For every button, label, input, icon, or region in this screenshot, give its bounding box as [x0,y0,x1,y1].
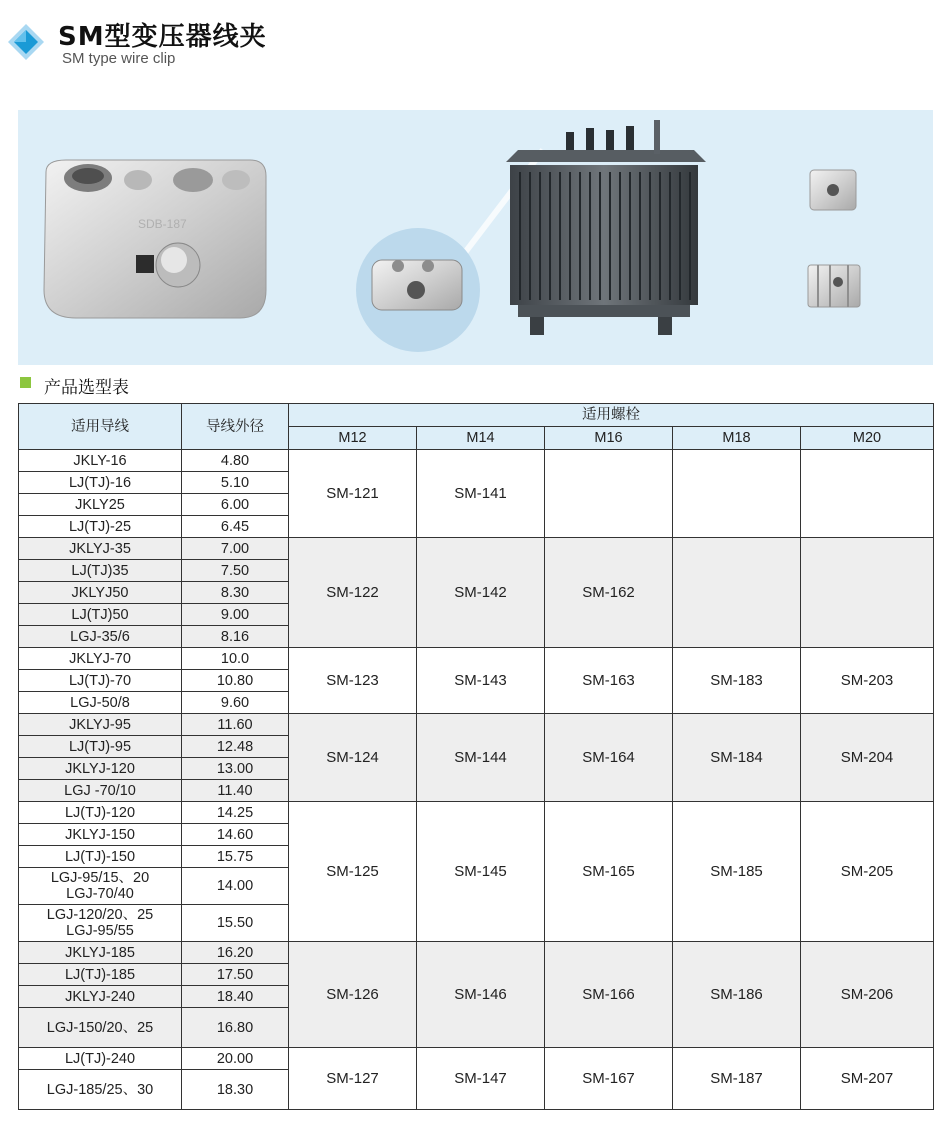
model-cell: SM-122 [289,538,417,648]
diameter-cell: 7.50 [182,560,289,582]
model-cell: SM-163 [545,648,673,714]
model-cell [673,450,801,538]
model-cell: SM-144 [417,714,545,802]
conductor-cell: LJ(TJ)-240 [19,1048,182,1070]
model-cell: SM-186 [673,942,801,1048]
conductor-cell: LJ(TJ)-120 [19,802,182,824]
conductor-cell: JKLYJ-35 [19,538,182,560]
model-cell: SM-206 [801,942,934,1048]
section-title: 产品选型表 [44,378,129,398]
model-cell: SM-165 [545,802,673,942]
model-cell: SM-125 [289,802,417,942]
diameter-cell: 12.48 [182,736,289,758]
section-bullet [20,377,31,388]
header-bolt-m14: M14 [417,427,545,450]
page-subtitle: SM type wire clip [62,50,176,67]
model-cell: SM-142 [417,538,545,648]
conductor-cell: JKLYJ50 [19,582,182,604]
model-cell: SM-166 [545,942,673,1048]
model-cell: SM-183 [673,648,801,714]
model-cell: SM-147 [417,1048,545,1110]
conductor-cell: LJ(TJ)-185 [19,964,182,986]
diameter-cell: 14.00 [182,868,289,905]
diameter-cell: 13.00 [182,758,289,780]
header-conductor: 适用导线 [19,404,182,450]
clip-marking: SDB-187 [138,217,187,231]
model-cell: SM-185 [673,802,801,942]
small-clip-image-bottom [808,265,860,307]
model-cell: SM-126 [289,942,417,1048]
diameter-cell: 6.00 [182,494,289,516]
conductor-cell: JKLYJ-150 [19,824,182,846]
conductor-cell: JKLYJ-240 [19,986,182,1008]
diameter-cell: 16.20 [182,942,289,964]
conductor-cell: JKLYJ-70 [19,648,182,670]
model-cell [673,538,801,648]
model-cell: SM-187 [673,1048,801,1110]
magnified-clip-inset [356,228,480,352]
diameter-cell: 18.40 [182,986,289,1008]
model-cell: SM-141 [417,450,545,538]
header-bolt-m12: M12 [289,427,417,450]
conductor-cell: LJ(TJ)-150 [19,846,182,868]
conductor-cell: LJ(TJ)50 [19,604,182,626]
conductor-cell: LJ(TJ)-16 [19,472,182,494]
model-cell: SM-123 [289,648,417,714]
diameter-cell: 9.00 [182,604,289,626]
transformer-image [506,120,706,335]
model-cell: SM-204 [801,714,934,802]
diameter-cell: 18.30 [182,1070,289,1110]
conductor-line-2: LGJ-70/40 [66,886,134,902]
model-cell: SM-205 [801,802,934,942]
small-clip-image-top [810,170,856,210]
diameter-cell: 8.30 [182,582,289,604]
selection-table [18,403,934,1110]
header-bolt-m18: M18 [673,427,801,450]
diamond-logo-icon [6,22,46,62]
model-cell: SM-145 [417,802,545,942]
model-cell: SM-203 [801,648,934,714]
model-cell: SM-162 [545,538,673,648]
model-cell: SM-184 [673,714,801,802]
page-title: SM型变压器线夹 [58,22,267,52]
model-cell [801,538,934,648]
conductor-cell: LJ(TJ)35 [19,560,182,582]
model-cell: SM-124 [289,714,417,802]
diameter-cell: 11.60 [182,714,289,736]
diameter-cell: 11.40 [182,780,289,802]
diameter-cell: 9.60 [182,692,289,714]
model-cell: SM-127 [289,1048,417,1110]
diameter-cell: 15.75 [182,846,289,868]
diameter-cell: 5.10 [182,472,289,494]
model-cell: SM-207 [801,1048,934,1110]
header-bolt-m20: M20 [801,427,934,450]
conductor-line-2: LGJ-95/55 [66,923,134,939]
header-bolts: 适用螺栓 [289,404,934,427]
diameter-cell: 14.25 [182,802,289,824]
diameter-cell: 16.80 [182,1008,289,1048]
conductor-line-1: LGJ-95/15、20 [50,870,150,886]
conductor-cell: LJ(TJ)-25 [19,516,182,538]
conductor-cell: LGJ-150/20、25 [19,1008,182,1048]
conductor-cell: JKLY-16 [19,450,182,472]
header-bolt-m16: M16 [545,427,673,450]
conductor-cell: JKLYJ-120 [19,758,182,780]
conductor-cell [19,905,182,942]
diameter-cell: 4.80 [182,450,289,472]
conductor-cell: LJ(TJ)-95 [19,736,182,758]
model-cell: SM-143 [417,648,545,714]
conductor-cell: JKLYJ-185 [19,942,182,964]
diameter-cell: 10.0 [182,648,289,670]
diameter-cell: 14.60 [182,824,289,846]
model-cell [545,450,673,538]
conductor-cell [19,868,182,905]
diameter-cell: 7.00 [182,538,289,560]
diameter-cell: 8.16 [182,626,289,648]
diameter-cell: 20.00 [182,1048,289,1070]
header-diameter: 导线外径 [182,404,289,450]
conductor-line-1: LGJ-120/20、25 [46,907,154,923]
conductor-cell: LJ(TJ)-70 [19,670,182,692]
conductor-cell: LGJ-50/8 [19,692,182,714]
diameter-cell: 17.50 [182,964,289,986]
model-cell: SM-121 [289,450,417,538]
conductor-cell: LGJ-35/6 [19,626,182,648]
diameter-cell: 10.80 [182,670,289,692]
conductor-cell: LGJ -70/10 [19,780,182,802]
conductor-cell: LGJ-185/25、30 [19,1070,182,1110]
model-cell: SM-167 [545,1048,673,1110]
model-cell [801,450,934,538]
large-wire-clip-image [44,160,266,318]
conductor-cell: JKLY25 [19,494,182,516]
model-cell: SM-146 [417,942,545,1048]
conductor-cell: JKLYJ-95 [19,714,182,736]
diameter-cell: 15.50 [182,905,289,942]
diameter-cell: 6.45 [182,516,289,538]
model-cell: SM-164 [545,714,673,802]
product-banner [18,110,933,365]
